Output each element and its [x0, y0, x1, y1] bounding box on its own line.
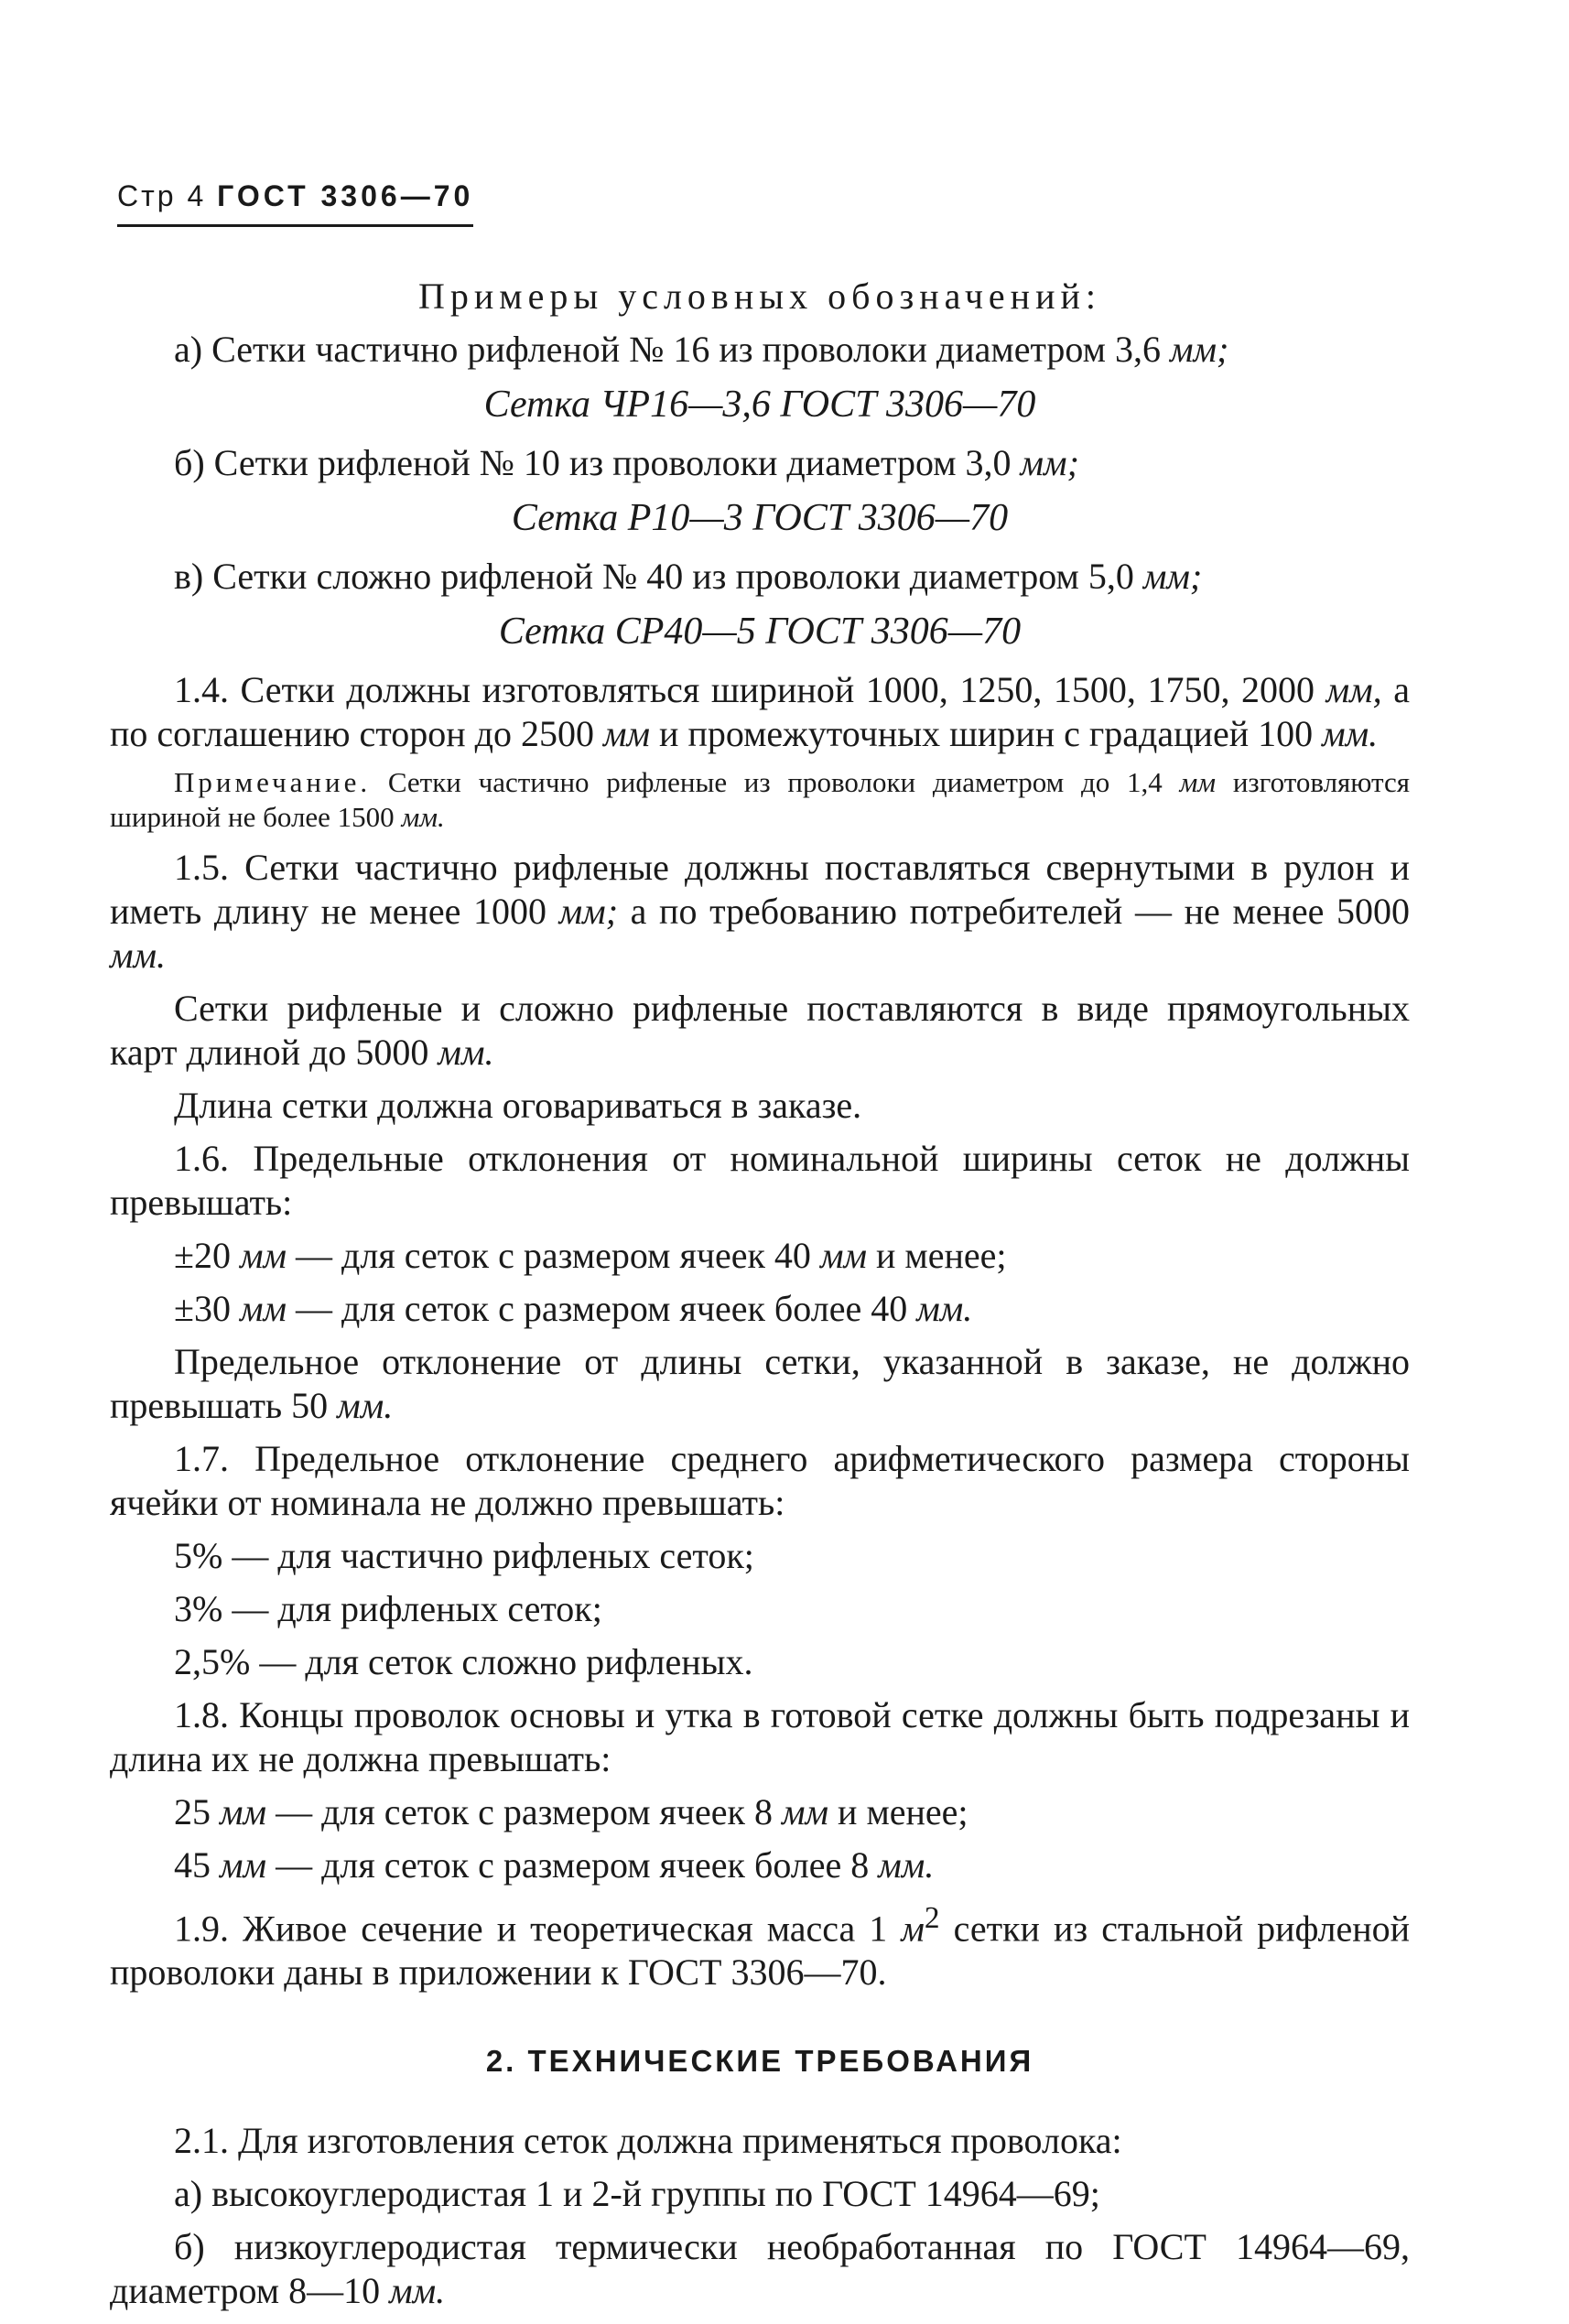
clause-1-4 [110, 668, 1410, 756]
length-tolerance-text: Предельное отклонение от длины сетки, указанной в заказе, не должно превышать 50 [110, 1341, 1410, 1426]
page-header [117, 179, 473, 227]
clause-1-7-item-1: 5% — для частично рифленых сеток; [174, 1535, 754, 1576]
unit-mm: мм [819, 1235, 867, 1276]
clause-1-5-text-1: 1.5. Сетки частично рифленые должны поставляться свернутыми в рулон и иметь длину не менее 1000 [110, 847, 1410, 932]
unit-exponent: 2 [924, 1901, 940, 1935]
unit-mm: мм. [1322, 713, 1379, 754]
clause-1-6-item-1 [110, 1234, 1410, 1278]
clause-1-6-item-2 [110, 1287, 1410, 1331]
clause-2-1-b-text: б) низкоуглеродистая термически необработанная по ГОСТ 14964—69, диаметром 8—10 [110, 2226, 1410, 2312]
clause-2-1-b [110, 2225, 1410, 2313]
clause-1-5-cards [110, 987, 1410, 1075]
tolerance-text: — для сеток с размером ячеек более 40 [296, 1288, 908, 1329]
page-number-label: Стр 4 [117, 179, 207, 212]
clause-2-1: 2.1. Для изготовления сеток должна применяться проволока: [174, 2120, 1122, 2162]
clause-1-9 [110, 1897, 1410, 1994]
note-text-2: изготовляются шириной не более 1500 [110, 766, 1410, 833]
unit-mm: мм [602, 713, 651, 754]
unit-mm: мм. [878, 1844, 935, 1886]
end-length-text: — для сеток с размером ячеек 8 [276, 1791, 773, 1832]
example-a [110, 328, 1410, 372]
note-text-1: Сетки частично рифленые из проволоки диаметром до 1,4 [387, 766, 1163, 798]
end-length-value: 25 [174, 1791, 211, 1832]
unit-mm: мм. [438, 1032, 494, 1073]
section-2-title: 2. ТЕХНИЧЕСКИЕ ТРЕБОВАНИЯ [485, 2044, 1034, 2079]
tolerance-value: ±20 [174, 1235, 231, 1276]
example-a-unit: мм; [1169, 329, 1229, 370]
end-length-value: 45 [174, 1844, 211, 1886]
example-a-text: а) Сетки частично рифленой № 16 из проволоки диаметром 3,6 [174, 329, 1161, 370]
clause-1-8-item-2 [110, 1843, 1410, 1887]
unit-mm: мм. [337, 1385, 394, 1426]
note-label: Примечание. [174, 766, 372, 798]
unit-mm: мм [1179, 766, 1217, 798]
designation-b: Сетка Р10—3 ГОСТ 3306—70 [511, 497, 1009, 539]
unit-mm: мм [220, 1791, 267, 1832]
unit-mm: мм. [916, 1288, 973, 1329]
unit-m: м [901, 1908, 925, 1950]
tolerance-value: ±30 [174, 1288, 231, 1329]
clause-1-7-item-2: 3% — для рифленых сеток; [174, 1588, 602, 1629]
clause-1-8: 1.8. Концы проволок основы и утка в готовой сетке должны быть подрезаны и длина их не должна превышать: [110, 1694, 1410, 1779]
clause-1-5 [110, 846, 1410, 978]
clause-1-5-order: Длина сетки должна оговариваться в заказе. [174, 1085, 862, 1126]
clause-1-9-text-1: 1.9. Живое сечение и теоретическая масса 1 [174, 1908, 888, 1950]
tolerance-text: — для сеток с размером ячеек 40 [296, 1235, 811, 1276]
example-c [110, 555, 1410, 599]
unit-mm: мм; [558, 891, 619, 932]
clause-1-7: 1.7. Предельное отклонение среднего арифметического размера стороны ячейки от номинала не должно превышать: [110, 1438, 1410, 1523]
unit-mm: мм. [389, 2270, 446, 2312]
examples-heading: Примеры условных обозначений: [417, 276, 1102, 317]
clause-1-6-length [110, 1340, 1410, 1428]
unit-mm: мм [220, 1844, 267, 1886]
clause-1-7-item-3: 2,5% — для сеток сложно рифленых. [174, 1641, 753, 1682]
example-b-text: б) Сетки рифленой № 10 из проволоки диаметром 3,0 [174, 442, 1012, 483]
tolerance-text-end: и менее; [876, 1235, 1007, 1276]
designation-a: Сетка ЧР16—3,6 ГОСТ 3306—70 [483, 384, 1036, 426]
unit-mm: мм [239, 1235, 287, 1276]
example-c-text: в) Сетки сложно рифленой № 40 из проволоки диаметром 5,0 [174, 556, 1134, 597]
clause-1-8-item-1 [110, 1790, 1410, 1834]
clause-1-4-text-1: 1.4. Сетки должны изготовляться шириной 1000, 1250, 1500, 1750, 2000 [174, 669, 1315, 710]
unit-mm: мм. [401, 801, 445, 833]
unit-mm: мм, [1326, 669, 1382, 710]
standard-code: ГОСТ 3306—70 [217, 179, 474, 212]
clause-1-4-text-3: и промежуточных ширин с градацией 100 [659, 713, 1314, 754]
example-c-unit: мм; [1142, 556, 1203, 597]
clause-2-1-a: а) высокоуглеродистая 1 и 2-й группы по ГОСТ 14964—69; [174, 2173, 1100, 2215]
example-b-unit: мм; [1020, 442, 1079, 483]
designation-c: Сетка СР40—5 ГОСТ 3306—70 [498, 611, 1022, 653]
clause-1-6: 1.6. Предельные отклонения от номинальной ширины сеток не должны превышать: [110, 1138, 1410, 1223]
clause-1-5-text-3: Сетки рифленые и сложно рифленые поставляются в виде прямоугольных карт длиной до 5000 [110, 988, 1410, 1073]
clause-1-4-text-2: а по соглашению сторон до 2500 [110, 669, 1410, 754]
end-length-text-end: и менее; [838, 1791, 968, 1832]
page-content [110, 275, 1410, 2322]
unit-mm: мм. [110, 935, 167, 976]
note-1-4 [110, 765, 1410, 835]
clause-1-5-text-2: а по требованию потребителей — не менее 5000 [630, 891, 1410, 932]
clause-1-9-text-2: сетки из стальной рифленой проволоки даны в приложении к ГОСТ 3306—70. [110, 1908, 1411, 1994]
example-b [110, 441, 1410, 485]
unit-mm: мм [239, 1288, 287, 1329]
end-length-text: — для сеток с размером ячеек более 8 [276, 1844, 870, 1886]
unit-mm: мм [781, 1791, 829, 1832]
